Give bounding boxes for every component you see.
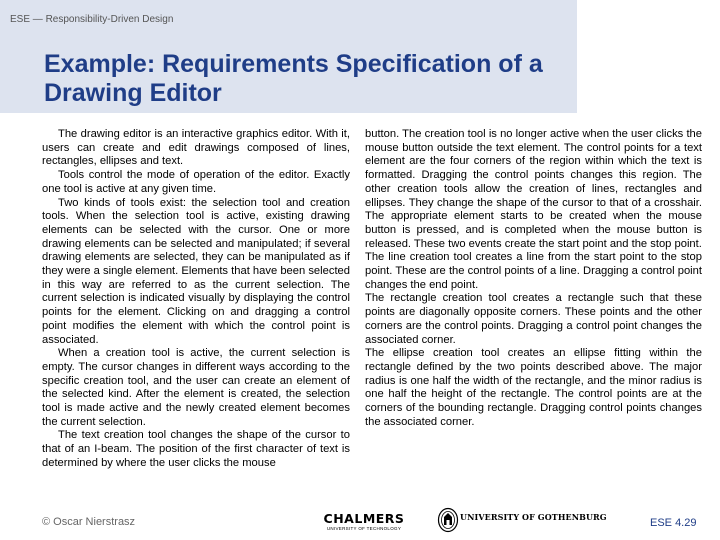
left-paragraph: The drawing editor is an interactive graphics editor. With it, users can create and edit drawings composed of lines, rectangles, ellipses and text. [42,128,350,168]
left-column [42,128,350,471]
left-paragraph: Tools control the mode of operation of the editor. Exactly one tool is active at any given time. [42,169,350,195]
copyright-text: © Oscar Nierstrasz [42,516,136,528]
right-paragraph: The ellipse creation tool creates an ellipse fitting within the rectangle defined by the two points described above. The major radius is one half the width of the rectangle, and the minor radius is one half the height of the rectangle. The control points are at the corners of the bounding rectangle. Dragging control points changes the associated corner. [365,347,702,428]
left-paragraph: The text creation tool changes the shape of the cursor to that of an I-beam. The position of the first character of text is determined by where the user clicks the mouse [42,429,350,469]
left-paragraph: When a creation tool is active, the current selection is empty. The cursor changes in different ways according to the specific creation tool, and the user can create an element of the selected kind. After the element is created, the selection tool is made active and the newly created element becomes the current selection. [42,347,350,428]
slide-number: ESE 4.29 [650,517,697,529]
chalmers-logo-subtitle: UNIVERSITY OF TECHNOLOGY [326,526,402,531]
right-column [365,128,702,429]
right-paragraph: The rectangle creation tool creates a rectangle such that these points are diagonally opposite corners. These points and the other corners are the control points. Dragging a control point changes the associated corner. [365,292,702,346]
chalmers-logo-word: CHALMERS [323,511,405,526]
slide-title-line1: Example: Requirements Specification of a [44,50,543,78]
university-seal-icon [437,507,459,533]
slide-title [44,50,644,108]
gothenburg-logo-word: UNIVERSITY OF GOTHENBURG [460,512,607,522]
right-paragraph: The line creation tool creates a line from the start point to the stop point. These are the control points of a line. Dragging a control point changes the end point. [365,251,702,291]
left-paragraph: Two kinds of tools exist: the selection tool and creation tools. When the selection tool is active, existing drawing elements can be selected with the cursor. One or more drawing elements can be selected and manipulated; if several drawing elements are selected, they can be manipulated as if they were a single element. Elements that have been selected in this way are referred to as the current selection. The current selection is indicated visually by displaying the control points for the element. Clicking on and dragging a control point modifies the element with which the control point is associated. [42,196,350,346]
slide-title-line2: Drawing Editor [44,79,222,107]
header-label: ESE — Responsibility-Driven Design [10,14,174,25]
right-paragraph: button. The creation tool is no longer active when the user clicks the mouse button outside the text element. The control points for a text element are the four corners of the region within which the text is formatted. Dragging the control points changes this region. The other creation tools allow the creation of lines, rectangles and ellipses. They change the shape of the cursor to that of a crosshair. The appropriate element starts to be created when the mouse button is pressed, and is completed when the mouse button is released. These two events create the start point and the stop point. [365,128,702,250]
chalmers-logo [318,512,410,534]
gothenburg-logo [437,507,607,533]
